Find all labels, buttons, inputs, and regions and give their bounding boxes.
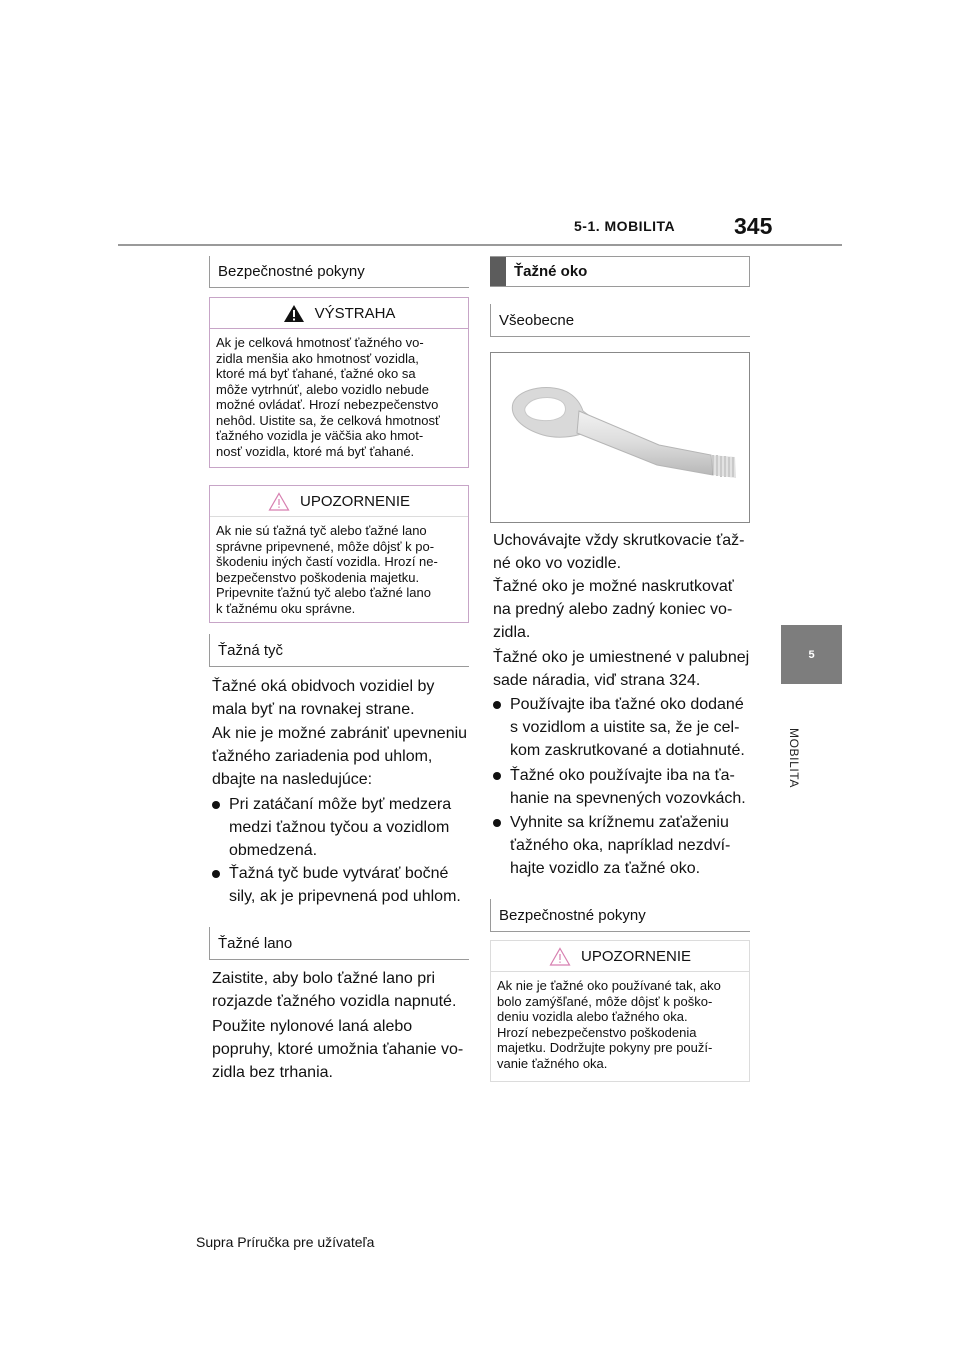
text-line: obmedzená. xyxy=(229,842,318,859)
text-line: na predný alebo zadný koniec vo- xyxy=(493,601,733,618)
tow-bar-heading: Ťažná tyč xyxy=(209,634,469,667)
notice-title: UPOZORNENIE xyxy=(580,947,691,965)
safety-heading-left: Bezpečnostné pokyny xyxy=(209,256,469,288)
text-line: ťažného oka, napríklad nezdví- xyxy=(510,837,731,854)
tow-eye-heading xyxy=(490,256,750,287)
bullet-icon xyxy=(212,870,220,878)
text-line: sily, ak je pripevnená pod uhlom. xyxy=(229,888,461,905)
page-number: 345 xyxy=(734,213,773,239)
text-line: Používajte iba ťažné oko dodané xyxy=(510,696,744,713)
bullet-icon xyxy=(493,772,501,780)
notice-line: správne pripevnené, môže dôjsť k po- xyxy=(216,538,435,554)
notice-line: škodeniu iných častí vozidla. Hrozí ne- xyxy=(216,554,438,569)
list-item xyxy=(493,693,755,763)
tow-eye-paragraph-3 xyxy=(493,646,755,692)
text-line: dbajte na nasledujúce: xyxy=(212,771,373,788)
general-heading: Všeobecne xyxy=(490,304,750,337)
header-rule xyxy=(118,244,842,246)
text-line: Ťažná tyč bude vytvárať bočné xyxy=(229,865,449,882)
notice-box-left xyxy=(209,485,469,623)
notice-text xyxy=(491,972,749,1079)
text-line: kom zaskrutkované a dotiahnuté. xyxy=(510,742,745,759)
warning-text xyxy=(210,329,468,467)
text-line: mala byť na rovnakej strane. xyxy=(212,701,415,718)
text-line: né oko vo vozidle. xyxy=(493,555,622,572)
warning-line: ťažného vozidla je väčšia ako hmot- xyxy=(216,428,424,443)
notice-box-header xyxy=(491,941,749,972)
warning-box xyxy=(209,297,469,468)
warning-triangle-icon xyxy=(283,304,305,323)
text-line: zidla bez trhania. xyxy=(212,1064,333,1081)
text-line: s vozidlom a uistite sa, že je cel- xyxy=(510,719,740,736)
warning-line: nosť vozidla, ktoré má byť ťahané. xyxy=(216,443,415,459)
caution-triangle-icon xyxy=(549,947,571,966)
warning-line: zidla menšia ako hmotnosť vozidla, xyxy=(216,350,419,366)
text-line: Ťažné oko je možné naskrutkovať xyxy=(493,578,734,595)
bullet-icon xyxy=(212,801,220,809)
bullet-icon xyxy=(493,819,501,827)
warning-line: môže vytrhnúť, alebo vozidlo nebude xyxy=(216,381,430,397)
text-line: medzi ťažnou tyčou a vozidlom xyxy=(229,819,450,836)
notice-line: vanie ťažného oka. xyxy=(497,1055,608,1071)
heading-text: Ťažné oko xyxy=(514,263,588,280)
tow-bar-paragraph-1 xyxy=(212,675,474,721)
warning-line: Ak je celková hmotnosť ťažného vo- xyxy=(216,335,424,350)
list-item xyxy=(212,793,474,863)
section-title: 5-1. MOBILITA xyxy=(574,218,676,234)
tow-eye-image xyxy=(490,352,750,523)
notice-text xyxy=(210,517,468,624)
bullet-icon xyxy=(493,701,501,709)
text-line: sade náradia, viď strana 324. xyxy=(493,672,701,689)
notice-line: Ak nie je ťažné oko používané tak, ako xyxy=(497,978,721,993)
notice-line: bolo zamýšľané, môže dôjsť k poško- xyxy=(497,993,713,1009)
notice-line: Pripevnite ťažnú tyč alebo ťažné lano xyxy=(216,585,431,600)
notice-line: majetku. Dodržujte pokyny pre použí- xyxy=(497,1040,713,1055)
tow-rope-heading: Ťažné lano xyxy=(209,927,469,960)
notice-line: Ak nie sú ťažná tyč alebo ťažné lano xyxy=(216,523,427,538)
text-line: popruhy, ktoré umožnia ťahanie vo- xyxy=(212,1041,464,1058)
tow-eye-paragraph-1 xyxy=(493,529,755,575)
footer-text: Supra Príručka pre užívateľa xyxy=(196,1234,375,1250)
list-item xyxy=(493,764,755,810)
notice-line: Hrozí nebezpečenstvo poškodenia xyxy=(497,1024,697,1040)
text-line: hanie na spevnených vozovkách. xyxy=(510,790,746,807)
text-line: Uchovávajte vždy skrutkovacie ťaž- xyxy=(493,532,745,549)
text-line: Zaistite, aby bolo ťažné lano pri xyxy=(212,970,436,987)
text-line: Ťažné oká obidvoch vozidiel by xyxy=(212,678,435,695)
safety-heading-right: Bezpečnostné pokyny xyxy=(490,899,750,932)
chapter-label: MOBILITA xyxy=(787,728,801,788)
tow-eye-paragraph-2 xyxy=(493,575,755,644)
chapter-number: 5 xyxy=(808,648,815,661)
text-line: Ak nie je možné zabrániť upevneniu xyxy=(212,725,468,742)
text-line: Použite nylonové laná alebo xyxy=(212,1018,413,1035)
notice-line: k ťažnému oku správne. xyxy=(216,600,356,616)
chapter-tab xyxy=(781,625,842,684)
heading-bar xyxy=(490,257,506,286)
text-line: rozjazde ťažného vozidla napnuté. xyxy=(212,993,457,1010)
tow-eye-illustration xyxy=(491,353,749,522)
list-item xyxy=(493,811,755,881)
tow-rope-paragraph-2 xyxy=(212,1015,474,1084)
text-line: zidla. xyxy=(493,624,531,641)
notice-box-right xyxy=(490,940,750,1082)
text-line: Vyhnite sa krížnemu zaťaženiu xyxy=(510,814,729,831)
warning-line: nehôd. Uistite sa, že celková hmotnosť xyxy=(216,412,440,428)
notice-title: UPOZORNENIE xyxy=(299,492,410,510)
notice-box-header xyxy=(210,486,468,517)
warning-line: možné ovládať. Hrozí nebezpečenstvo xyxy=(216,397,439,412)
caution-triangle-icon xyxy=(268,492,290,511)
text-line: Ťažné oko používajte iba na ťa- xyxy=(510,767,735,784)
warning-line: ktoré má byť ťahané, ťažné oko sa xyxy=(216,366,416,381)
tow-rope-paragraph-1 xyxy=(212,967,474,1013)
warning-title: VÝSTRAHA xyxy=(314,304,396,322)
text-line: ťažného zariadenia pod uhlom, xyxy=(212,748,433,765)
text-line: Pri zatáčaní môže byť medzera xyxy=(229,796,452,813)
text-line: Ťažné oko je umiestnené v palubnej xyxy=(493,649,750,666)
text-line: hajte vozidlo za ťažné oko. xyxy=(510,860,701,877)
notice-line: bezpečenstvo poškodenia majetku. xyxy=(216,569,420,585)
tow-bar-paragraph-2 xyxy=(212,722,474,791)
warning-box-header xyxy=(210,298,468,329)
notice-line: deniu vozidla alebo ťažného oka. xyxy=(497,1009,688,1024)
list-item xyxy=(212,862,474,908)
